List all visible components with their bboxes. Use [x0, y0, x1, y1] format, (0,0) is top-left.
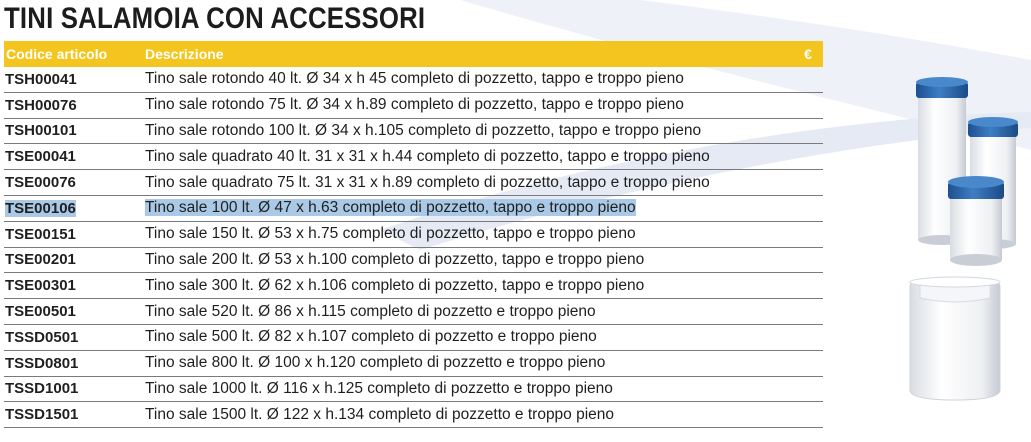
page-title: TINI SALAMOIA CON ACCESSORI: [4, 2, 426, 35]
table-row[interactable]: [4, 299, 823, 325]
table-row[interactable]: [4, 93, 823, 119]
product-code: TSE00106: [5, 199, 76, 217]
product-code: TSSD0801: [5, 354, 79, 372]
product-code: TSE00076: [5, 174, 76, 192]
product-description: Tino sale quadrato 40 lt. 31 x 31 x h.44 completo di pozzetto, tappo e troppo pieno: [145, 147, 710, 165]
product-table: [4, 41, 823, 428]
table-header: [4, 41, 823, 67]
product-code: TSSD1001: [5, 380, 79, 398]
brine-tanks-blue-lids-illustration: [916, 77, 1018, 266]
product-description: Tino sale quadrato 75 lt. 31 x 31 x h.89 completo di pozzetto, tappo e troppo pieno: [145, 173, 710, 191]
table-row[interactable]: [4, 351, 823, 377]
table-row[interactable]: [4, 377, 823, 403]
table-row[interactable]: [4, 144, 823, 170]
product-code: TSE00301: [5, 277, 76, 295]
product-code: TSH00101: [5, 122, 77, 140]
table-row[interactable]: [4, 119, 823, 145]
product-code: TSE00201: [5, 251, 76, 269]
product-description: Tino sale 150 lt. Ø 53 x h.75 completo di pozzetto, tappo e troppo pieno: [145, 225, 636, 243]
product-code: TSE00501: [5, 303, 76, 321]
product-description: Tino sale 200 lt. Ø 53 x h.100 completo di pozzetto, tappo e troppo pieno: [145, 250, 645, 268]
brine-tank-large-white-illustration: [910, 277, 1000, 400]
product-description: Tino sale 520 lt. Ø 86 x h.115 completo di pozzetto e troppo pieno: [145, 302, 596, 320]
product-code: TSSD1501: [5, 406, 79, 424]
column-header-price: €: [804, 46, 812, 62]
product-description: Tino sale 1000 lt. Ø 116 x h.125 completo di pozzetto e troppo pieno: [145, 379, 613, 397]
column-header-code: Codice articolo: [6, 46, 108, 62]
product-code: TSH00076: [5, 96, 77, 114]
product-code: TSE00041: [5, 148, 76, 166]
table-row[interactable]: [4, 273, 823, 299]
table-row[interactable]: [4, 170, 823, 196]
column-header-description: Descrizione: [145, 46, 224, 62]
table-row[interactable]: [4, 196, 823, 222]
table-row[interactable]: [4, 67, 823, 93]
table-row[interactable]: [4, 402, 823, 428]
table-row[interactable]: [4, 248, 823, 274]
product-description: Tino sale rotondo 40 lt. Ø 34 x h 45 completo di pozzetto, tappo e troppo pieno: [145, 70, 684, 88]
product-code: TSSD0501: [5, 328, 79, 346]
product-description: Tino sale rotondo 100 lt. Ø 34 x h.105 completo di pozzetto, tappo e troppo pieno: [145, 121, 702, 139]
product-description: Tino sale 100 lt. Ø 47 x h.63 completo di pozzetto, tappo e troppo pieno: [145, 199, 636, 217]
product-description: Tino sale 300 lt. Ø 62 x h.106 completo di pozzetto, tappo e troppo pieno: [145, 276, 645, 294]
product-description: Tino sale 500 lt. Ø 82 x h.107 completo di pozzetto e troppo pieno: [145, 328, 597, 346]
product-description: Tino sale 1500 lt. Ø 122 x h.134 completo di pozzetto e troppo pieno: [145, 405, 615, 423]
product-code: TSH00041: [5, 70, 77, 88]
product-description: Tino sale rotondo 75 lt. Ø 34 x h.89 completo di pozzetto, tappo e troppo pieno: [145, 96, 684, 114]
product-code: TSE00151: [5, 225, 76, 243]
product-description: Tino sale 800 lt. Ø 100 x h.120 completo di pozzetto e troppo pieno: [145, 354, 606, 372]
brine-tanks-illustration: [896, 74, 1031, 414]
table-body: [4, 67, 823, 428]
table-row[interactable]: [4, 325, 823, 351]
table-row[interactable]: [4, 222, 823, 248]
